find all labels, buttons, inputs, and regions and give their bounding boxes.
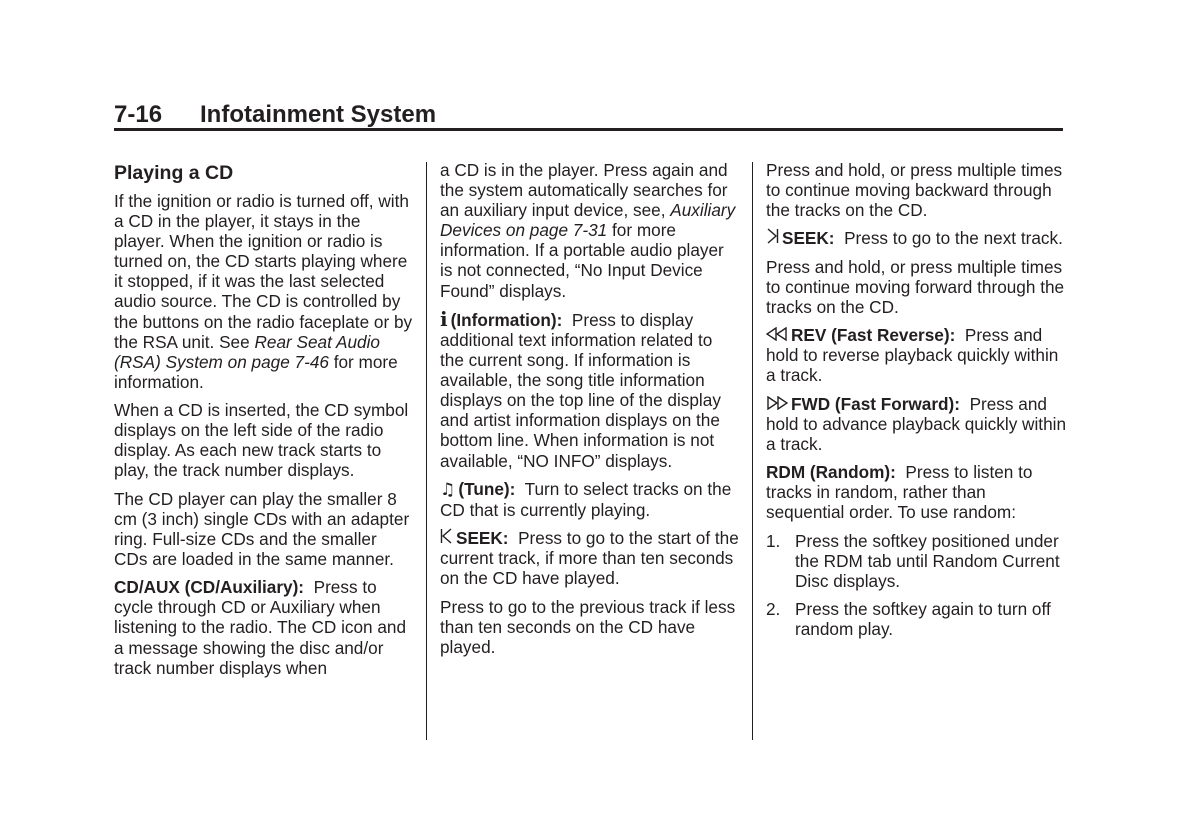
list-item <box>766 599 1066 639</box>
rewind-icon <box>766 325 788 345</box>
seek-back-icon <box>440 528 453 548</box>
section-heading: Playing a CD <box>114 162 234 184</box>
list-number: 1. <box>766 530 781 551</box>
column-1 <box>114 160 414 686</box>
control-label: RDM (Random): <box>766 462 896 483</box>
paragraph: When a CD is inserted, the CD symbol displays on the left side of the radio display. As each new track starts to play, the track number displays. <box>114 400 409 481</box>
list-number: 2. <box>766 599 781 620</box>
text: a CD is in the player. Press again and the system automatically searches for an auxiliary input device, see, <box>440 160 728 221</box>
text: Turn to select tracks on the CD that is currently playing. <box>440 478 732 520</box>
fast-forward-icon <box>766 394 788 414</box>
paragraph <box>114 191 414 392</box>
list-item <box>766 531 1066 591</box>
cross-reference: Rear Seat Audio (RSA) System on page 7-46 <box>114 331 380 372</box>
column-2 <box>440 160 740 665</box>
paragraph <box>766 228 1066 248</box>
paragraph: The CD player can play the smaller 8 cm (3 inch) single CDs with an adapter ring. Full-size CDs and the smaller CDs are loaded in the same manner. <box>114 488 410 569</box>
control-label: REV (Fast Reverse): <box>791 325 956 346</box>
paragraph <box>440 528 740 588</box>
text: for more information. If a portable audio player is not connected, “No Input Device Found” displays. <box>440 220 724 301</box>
page-number: 7-16 <box>114 101 163 128</box>
column-divider <box>426 162 427 740</box>
column-divider <box>752 162 753 740</box>
text: Press to listen to tracks in random, rather than sequential order. To use random: <box>766 462 1033 523</box>
paragraph <box>440 306 740 471</box>
control-label: FWD (Fast Forward): <box>791 393 960 414</box>
paragraph <box>766 462 1066 522</box>
header-rule <box>114 128 1063 131</box>
paragraph <box>114 577 414 677</box>
control-label: CD/AUX (CD/Auxiliary): <box>114 577 305 598</box>
paragraph <box>440 160 740 301</box>
text: Press to go to the start of the current track, if more than ten seconds on the CD have played. <box>440 528 739 589</box>
list-text: Press the softkey again to turn off random play. <box>795 599 1051 640</box>
paragraph <box>766 325 1066 385</box>
text: Press to go to the next track. <box>844 228 1063 249</box>
text: for more information. <box>114 351 398 392</box>
control-label: SEEK: <box>782 228 835 249</box>
text: If the ignition or radio is turned off, with a CD in the player, it stays in the player. When the ignition or radio is turned on, the CD starts playing where it stopped, if it was the last selected audio source. The CD is controlled by the buttons on the radio faceplate or by the RSA unit. See <box>114 191 413 352</box>
paragraph <box>766 394 1066 454</box>
control-label: (Information): <box>450 309 563 330</box>
music-note-icon: ♫ <box>440 479 456 500</box>
paragraph: Press and hold, or press multiple times to continue moving backward through the tracks on the CD. <box>766 160 1063 221</box>
paragraph: Press and hold, or press multiple times to continue moving forward through the tracks on the CD. <box>766 256 1065 317</box>
info-icon: i <box>440 306 448 331</box>
control-label: SEEK: <box>456 528 509 549</box>
paragraph <box>440 479 740 520</box>
text: Press to display additional text information related to the current song. If information is available, the song title information displays on the top line of the display and artist information displays on the bottom line. When information is not available, “NO INFO” displays. <box>440 309 721 471</box>
text: Press to cycle through CD or Auxiliary when listening to the radio. The CD icon and a message showing the disc and/or track number displays when <box>114 577 407 678</box>
paragraph: Press to go to the previous track if less than ten seconds on the CD have played. <box>440 596 736 657</box>
text: Press and hold to advance playback quickly within a track. <box>766 393 1067 454</box>
cross-reference: Auxiliary Devices on page 7-31 <box>440 200 736 241</box>
control-label: (Tune): <box>458 478 516 499</box>
list-text: Press the softkey positioned under the RDM tab until Random Current Disc displays. <box>795 530 1060 591</box>
seek-forward-icon <box>766 228 779 248</box>
column-3 <box>766 160 1066 647</box>
text: Press and hold to reverse playback quickly within a track. <box>766 325 1059 386</box>
section-title: Infotainment System <box>200 101 437 128</box>
